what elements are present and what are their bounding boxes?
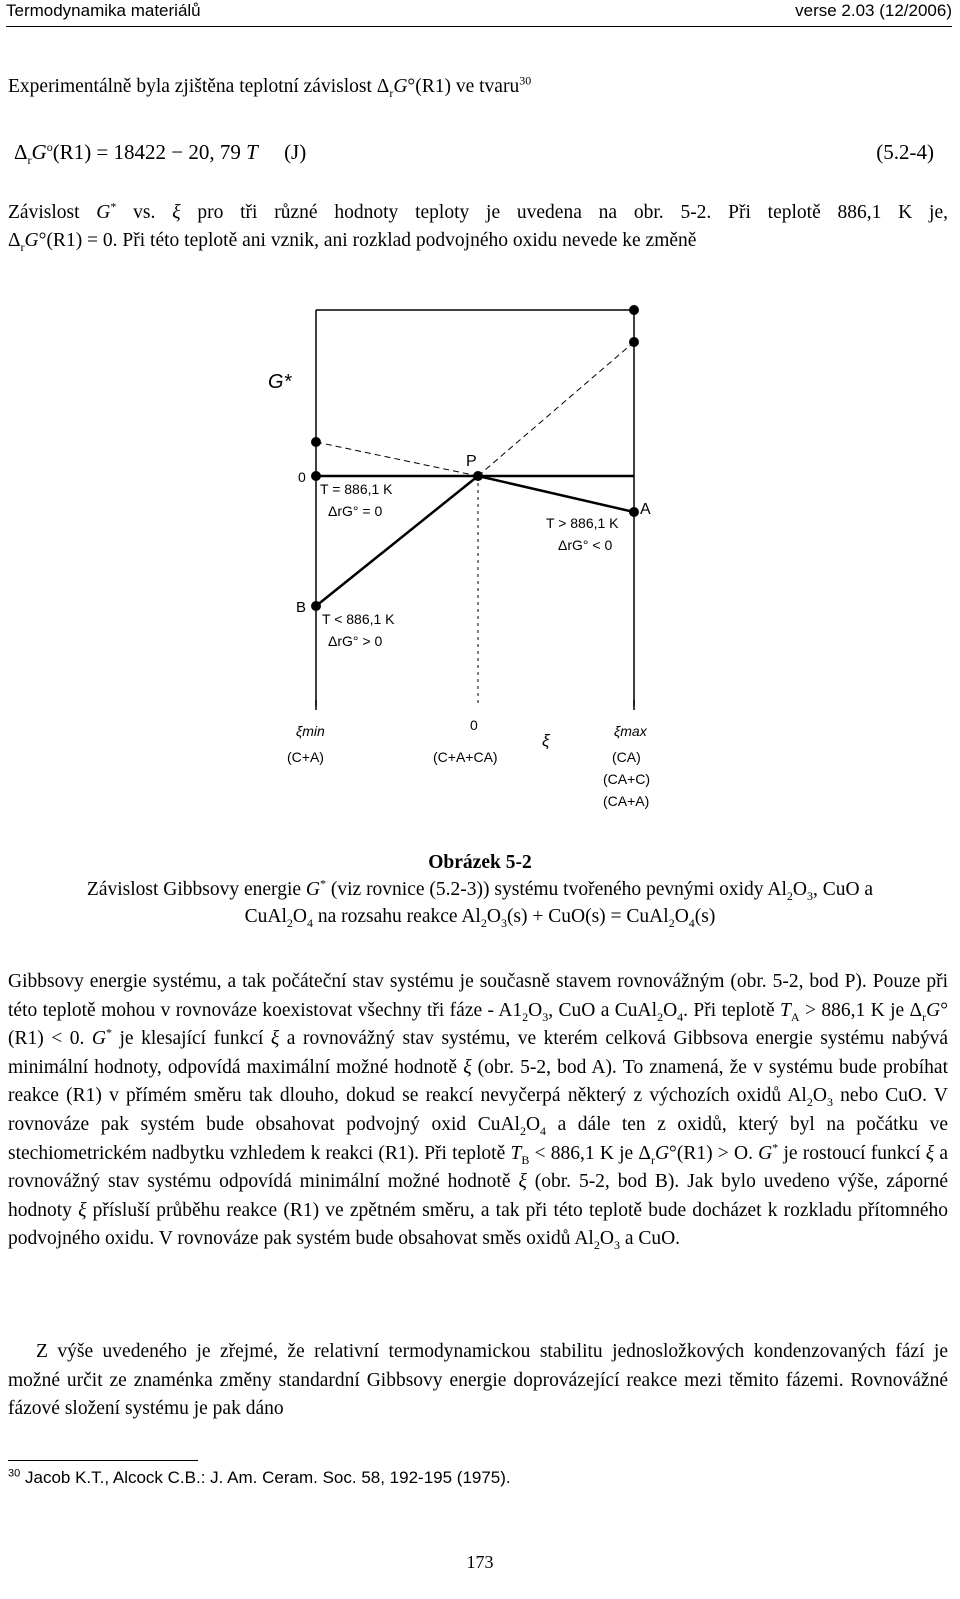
header-title: Termodynamika materiálů xyxy=(6,1,201,20)
footnote-number: 30 xyxy=(8,1467,21,1480)
dg-eq-label: ΔrG° = 0 xyxy=(328,503,383,519)
point-left-upper xyxy=(311,437,321,447)
point-a xyxy=(629,507,639,517)
b-label: B xyxy=(296,599,307,616)
equation-number: (5.2-4) xyxy=(876,140,934,164)
point-p xyxy=(473,471,483,481)
footnote-rule xyxy=(8,1460,198,1461)
t-gt-label: T > 886,1 K xyxy=(546,515,619,531)
point-b xyxy=(311,601,321,611)
a-label: A xyxy=(640,501,651,518)
figure-caption: Závislost Gibbsovy energie G* (viz rovnice (5.2-3)) systému tvořeného pevnými oxidy $Al_2O_3$, CuO a $CuAl_2O_4$ na rozsahu reakce $Al_2O_3(s) + CuO(s)$ = $CuAl_2O_4(s)$ xyxy=(86,876,874,930)
label-ca: (CA) xyxy=(612,749,641,765)
gibbs-diagram xyxy=(0,300,960,840)
label-c-a-ca: (C+A+CA) xyxy=(433,749,498,765)
label-ca-c: (CA+C) xyxy=(603,771,651,787)
xi-label: ξ xyxy=(542,731,550,750)
line-t-gt xyxy=(478,476,634,512)
dashed-line-upper xyxy=(478,342,634,476)
zero-left-label: 0 xyxy=(298,469,306,485)
point-right-upper xyxy=(629,337,639,347)
para2: Gibbsovy energie systému, a tak počáteční stav systému je současně stavem rovnovážným (obr. 5-2, bod P). Pouze při této teplotě mohou v rovnováze koexistovat všechny tři fáze - $A1_2O_3$, CuO a $CuAl_2O_4$. Při teplotě $T_A > 886,1$ K je $\Delta_rG^\circ(R1) < 0$. G* je klesající funkcí ξ a rovnovážný stav systému, ve kterém celková Gibbsova energie systému nabývá minimální hodnoty, odpovídá maximální možné hodnotě ξ (obr. 5-2, bod A). To znamená, že v systému bude probíhat reakce (R1) v přímém směru tak dlouho, dokud se reakcí nevyčerpá některý z výchozích oxidů $Al_2O_3$ nebo CuO. V rovnováze pak systém bude obsahovat podvojný oxid $CuAl_2O_4$ a dále ten z oxidů, který byl na počátku ve stechiometrickém nadbytku vzhledem k reakci (R1). Při teplotě $T_B < 886,1$ K je $\Delta_rG^\circ(R1) > O$. G* je rostoucí funkcí ξ a rovnovážný stav systému odpovídá minimální možné hodnotě ξ (obr. 5-2, bod B). Jak bylo uvedeno výše, záporné hodnoty ξ přísluší průběhu reakce (R1) ve zpětném směru, a tak při této teplotě bude docházet k rozkladu přítomného podvojného oxidu. V rovnováze pak systém bude obsahovat směs oxidů $Al_2O_3$ a CuO. xyxy=(8,971,949,1253)
point-top-right xyxy=(629,305,639,315)
intro-paragraph: Experimentálně byla zjištěna teplotní závislost $\Delta_rG^\circ(R1)$ ve tvaru$^{30}$ xyxy=(8,73,532,100)
footnote-ref: 30 xyxy=(519,73,532,88)
label-c-a: (C+A) xyxy=(287,749,324,765)
figure-5-2 xyxy=(0,300,960,840)
t-lt-label: T < 886,1 K xyxy=(322,611,395,627)
page-number: 173 xyxy=(466,1552,494,1572)
label-ca-a: (CA+A) xyxy=(603,793,650,809)
dg-gt-label: ΔrG° > 0 xyxy=(328,633,383,649)
header-version: verse 2.03 (12/2006) xyxy=(795,1,952,20)
para1-line2: $\Delta_rG^\circ(R1) = 0$. Při této teplotě ani vznik, ani rozklad podvojného oxidu nevede ke změně xyxy=(8,230,697,254)
footnote xyxy=(8,1468,511,1488)
para3: Z výše uvedeného je zřejmé, že relativní termodynamickou stabilitu jednosložkových kondenzovaných fází je možné určit ze znaménka změny standardní Gibbsovy energie doprovázející reakce mezi těmito fázemi. Rovnovážné fázové složení systému je pak dáno xyxy=(8,1341,948,1420)
figure-caption-title: Obrázek 5-2 xyxy=(428,852,532,873)
footnote-text: Jacob K.T., Alcock C.B.: J. Am. Ceram. Soc. 58, 192-195 (1975). xyxy=(24,1468,511,1487)
dg-lt-label: ΔrG° < 0 xyxy=(558,537,613,553)
t-eq-label: T = 886,1 K xyxy=(320,481,393,497)
p-label: P xyxy=(466,453,477,470)
para1-line1: Závislost G* vs. ξ pro tři různé hodnoty teploty je uvedena na obr. 5-2. Při teplotě 886,1 K je, xyxy=(8,199,949,223)
xi-max-label: ξmax xyxy=(614,723,647,739)
point-zero xyxy=(311,471,321,481)
xi-zero-label: 0 xyxy=(470,717,478,733)
g-star-label: G* xyxy=(268,371,292,393)
running-header xyxy=(6,0,952,27)
equation-body: $\Delta_rG^o(R1) = 18422 - 20$, 79 T (J) xyxy=(14,140,307,168)
xi-min-label: ξmin xyxy=(296,723,325,739)
dashed-line-left xyxy=(316,442,478,476)
